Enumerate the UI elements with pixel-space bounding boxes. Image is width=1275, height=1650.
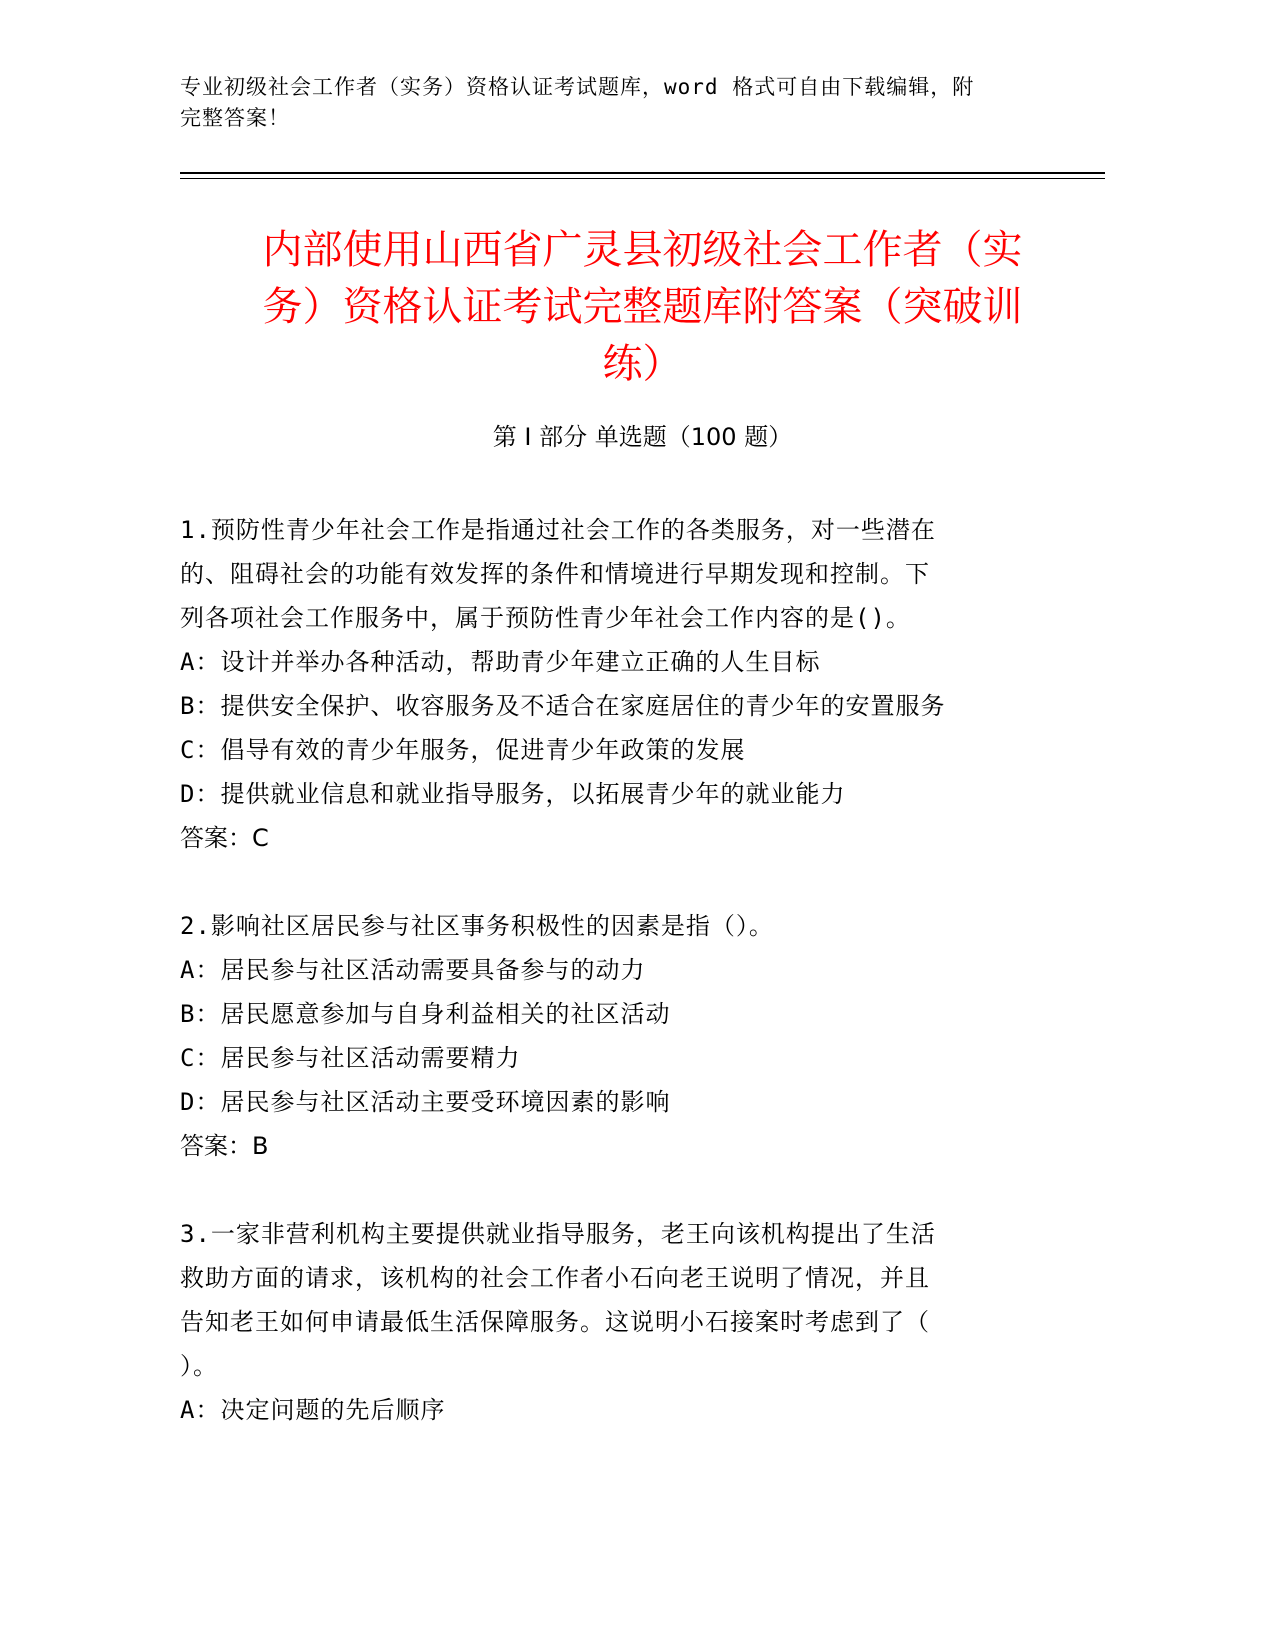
option-b: B：居民愿意参加与自身利益相关的社区活动 [180,1000,671,1028]
question-item [180,508,1060,860]
question-item [180,1212,1060,1432]
header-rule-thin [180,178,1105,179]
answer-line: 答案：B [180,1132,269,1160]
question-stem-line: ）。 [180,1352,218,1380]
option-d: D：提供就业信息和就业指导服务，以拓展青少年的就业能力 [180,780,846,808]
option-a: A：居民参与社区活动需要具备参与的动力 [180,956,646,984]
question-item [180,904,1060,1168]
answer-line: 答案：C [180,824,269,852]
question-stem-line: 1.预防性青少年社会工作是指通过社会工作的各类服务，对一些潜在 [180,516,936,544]
question-stem-line: 3.一家非营利机构主要提供就业指导服务，老王向该机构提出了生活 [180,1220,936,1248]
header-rule-thick [180,172,1105,174]
option-c: C：居民参与社区活动需要精力 [180,1044,521,1072]
question-stem-line: 救助方面的请求，该机构的社会工作者小石向老王说明了情况，并且 [180,1264,930,1292]
question-stem-line: 列各项社会工作服务中，属于预防性青少年社会工作内容的是()。 [180,604,911,632]
title-line: 内部使用山西省广灵县初级社会工作者（实 [262,227,1023,273]
option-a: A：设计并举办各种活动，帮助青少年建立正确的人生目标 [180,648,821,676]
title-line: 练） [602,341,683,387]
title-line: 务）资格认证考试完整题库附答案（突破训 [262,284,1023,330]
option-b: B：提供安全保护、收容服务及不适合在家庭居住的青少年的安置服务 [180,692,946,720]
option-d: D：居民参与社区活动主要受环境因素的影响 [180,1088,671,1116]
question-stem-line: 的、阻碍社会的功能有效发挥的条件和情境进行早期发现和控制。下 [180,560,930,588]
header-line: 专业初级社会工作者（实务）资格认证考试题库，word 格式可自由下载编辑，附 [180,75,975,99]
page-header [180,72,1080,134]
section-heading: 第 I 部分 单选题（100 题） [492,423,793,451]
header-line: 完整答案！ [180,106,290,130]
option-c: C：倡导有效的青少年服务，促进青少年政策的发展 [180,736,746,764]
option-a: A：决定问题的先后顺序 [180,1396,446,1424]
document-title [180,222,1105,393]
question-stem-line: 2.影响社区居民参与社区事务积极性的因素是指（）。 [180,912,774,940]
question-stem-line: 告知老王如何申请最低生活保障服务。这说明小石接案时考虑到了（ [180,1308,930,1336]
question-list [180,508,1060,1476]
